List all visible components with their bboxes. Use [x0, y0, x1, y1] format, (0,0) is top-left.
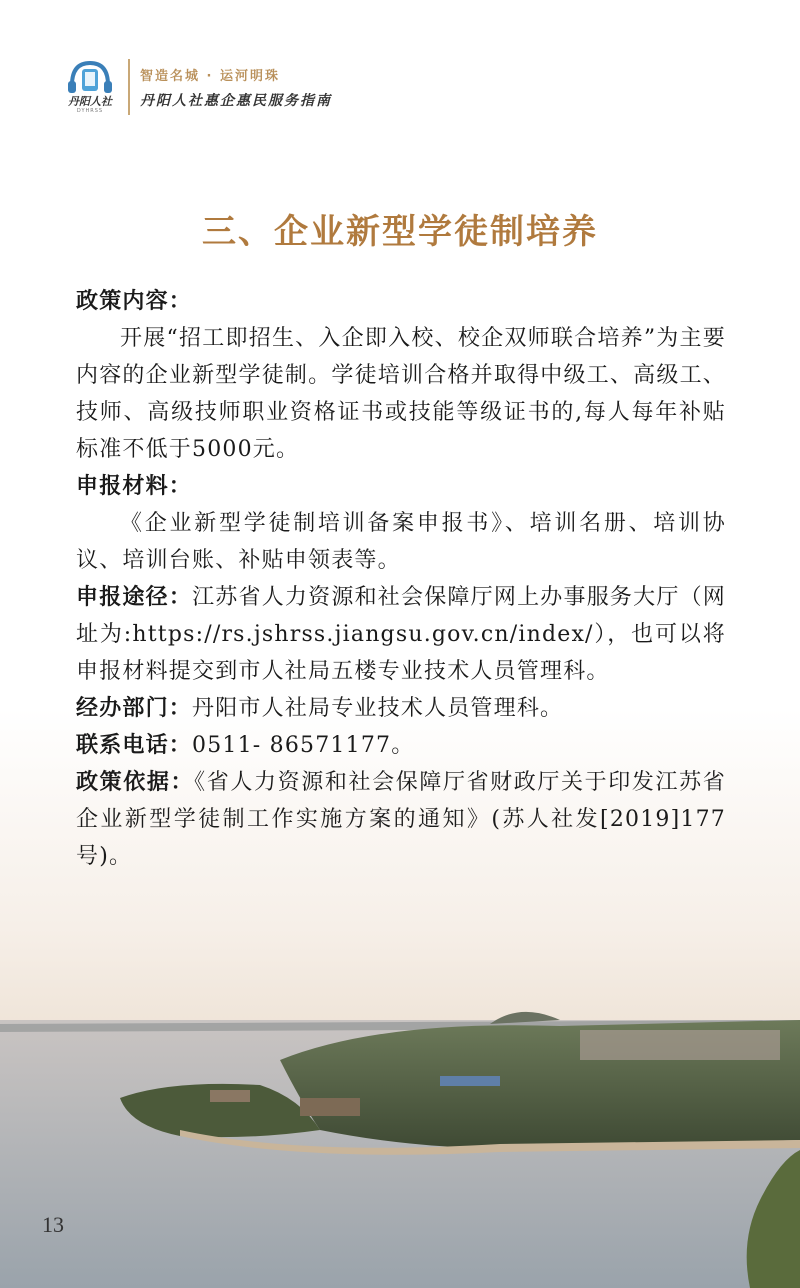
dept-text: 丹阳市人社局专业技术人员管理科。: [192, 696, 564, 721]
header-guide-title: 丹阳人社惠企惠民服务指南: [140, 93, 332, 109]
materials-text: 《企业新型学徒制培训备案申报书》、培训名册、培训协议、培训台账、补贴申领表等。: [76, 511, 726, 573]
page-number: 13: [42, 1212, 64, 1237]
basis-text: 《省人力资源和社会保障厅省财政厅关于印发江苏省企业新型学徒制工作实施方案的通知》(苏人社发[2019]177号)。: [76, 770, 726, 869]
phone-text: 0511- 86571177。: [192, 733, 415, 758]
dept-label: 经办部门：: [76, 696, 193, 721]
logo-text: 丹阳人社: [68, 95, 112, 108]
route-section: [76, 579, 726, 690]
lake-scenery-image: [0, 980, 800, 1288]
logo-subtext: DYHRSS: [76, 108, 104, 114]
route-label: 申报途径：: [76, 585, 193, 610]
phone-label: 联系电话：: [76, 733, 193, 758]
basis-section: [76, 764, 726, 875]
dept-section: [76, 690, 726, 727]
phone-section: [76, 727, 726, 764]
route-text: 江苏省人力资源和社会保障厅网上办事服务大厅（网址为:https://rs.jshrss.jiangsu.gov.cn/index/），也可以将申报材料提交到市人社局五楼专业技术人员管理科。: [76, 585, 726, 684]
materials-label: 申报材料：: [76, 474, 193, 499]
header-slogan: 智造名城 · 运河明珠: [140, 69, 280, 84]
header-divider: [128, 59, 130, 115]
page-title: 三、企业新型学徒制培养: [202, 212, 598, 252]
basis-label: 政策依据：: [76, 770, 195, 795]
page-header: [58, 55, 478, 125]
policy-content-text: 开展“招工即招生、入企即入校、校企双师联合培养”为主要内容的企业新型学徒制。学徒培训合格并取得中级工、高级工、技师、高级技师职业资格证书或技能等级证书的,每人每年补贴标准不低于5000元。: [76, 326, 726, 462]
policy-content: [76, 283, 726, 875]
policy-content-label: 政策内容：: [76, 289, 193, 314]
